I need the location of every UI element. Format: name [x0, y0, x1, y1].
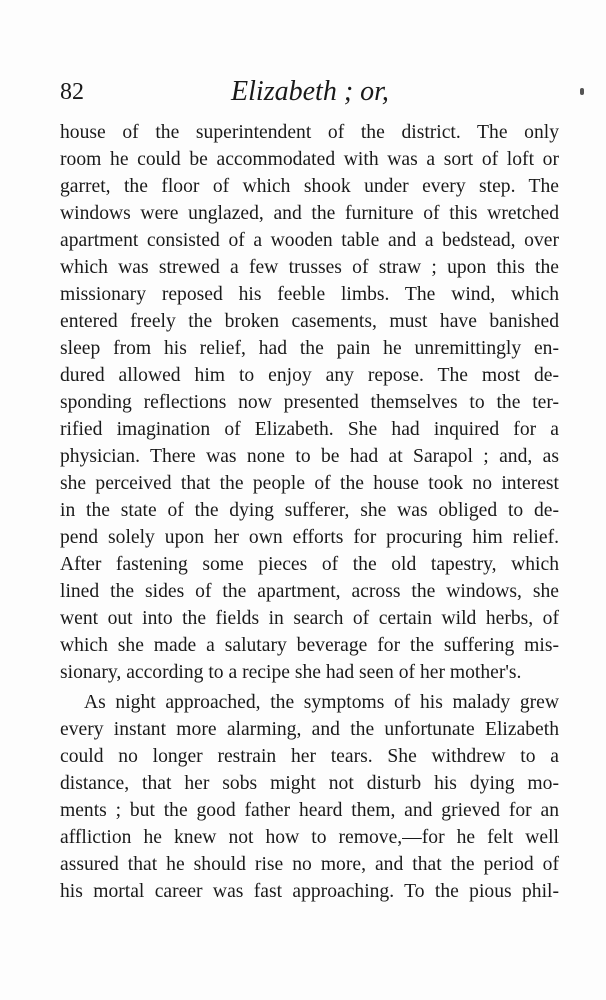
- text-line: garret, the floor of which shook under every step. The: [60, 176, 559, 197]
- text-line: she perceived that the people of the house took no interest: [60, 473, 559, 494]
- text-line: pend solely upon her own efforts for procuring him relief.: [60, 527, 559, 548]
- paragraph-1: [60, 119, 559, 686]
- text-line: house of the superintendent of the district. The only: [60, 122, 559, 143]
- text-line: physician. There was none to be had at Sarapol ; and, as: [60, 446, 559, 467]
- text-line: lined the sides of the apartment, across the windows, she: [60, 581, 559, 602]
- text-line: went out into the fields in search of certain wild herbs, of: [60, 608, 559, 629]
- running-title: Elizabeth ; or,: [231, 76, 389, 107]
- text-line: distance, that her sobs might not disturb his dying mo-: [60, 773, 559, 794]
- page-number: 82: [60, 79, 84, 105]
- text-line: sleep from his relief, had the pain he unremittingly en-: [60, 338, 559, 359]
- text-line: entered freely the broken casements, must have banished: [60, 311, 559, 332]
- text-line: which she made a salutary beverage for the suffering mis-: [60, 635, 559, 656]
- text-line: in the state of the dying sufferer, she was obliged to de-: [60, 500, 559, 521]
- text-line: every instant more alarming, and the unfortunate Elizabeth: [60, 719, 559, 740]
- text-line: missionary reposed his feeble limbs. The wind, which: [60, 284, 559, 305]
- text-line: rified imagination of Elizabeth. She had inquired for a: [60, 419, 559, 440]
- text-line: which was strewed a few trusses of straw ; upon this the: [60, 257, 559, 278]
- text-line: sponding reflections now presented themselves to the ter-: [60, 392, 559, 413]
- text-line: apartment consisted of a wooden table and a bedstead, over: [60, 230, 559, 251]
- text-line: After fastening some pieces of the old tapestry, which: [60, 554, 559, 575]
- body-text: [60, 119, 559, 905]
- text-line: could no longer restrain her tears. She withdrew to a: [60, 746, 559, 767]
- text-line: As night approached, the symptoms of his malady grew: [84, 692, 559, 713]
- ink-speck: [580, 88, 584, 95]
- paragraph-2: [60, 689, 559, 905]
- text-line: assured that he should rise no more, and that the period of: [60, 854, 559, 875]
- text-line: dured allowed him to enjoy any repose. The most de-: [60, 365, 559, 386]
- text-line: his mortal career was fast approaching. To the pious phil-: [60, 881, 559, 902]
- text-line: room he could be accommodated with was a sort of loft or: [60, 149, 559, 170]
- page-header: [60, 72, 560, 112]
- text-line: affliction he knew not how to remove,—for he felt well: [60, 827, 559, 848]
- text-line: sionary, according to a recipe she had seen of her mother's.: [60, 662, 522, 683]
- text-line: windows were unglazed, and the furniture of this wretched: [60, 203, 559, 224]
- text-line: ments ; but the good father heard them, and grieved for an: [60, 800, 559, 821]
